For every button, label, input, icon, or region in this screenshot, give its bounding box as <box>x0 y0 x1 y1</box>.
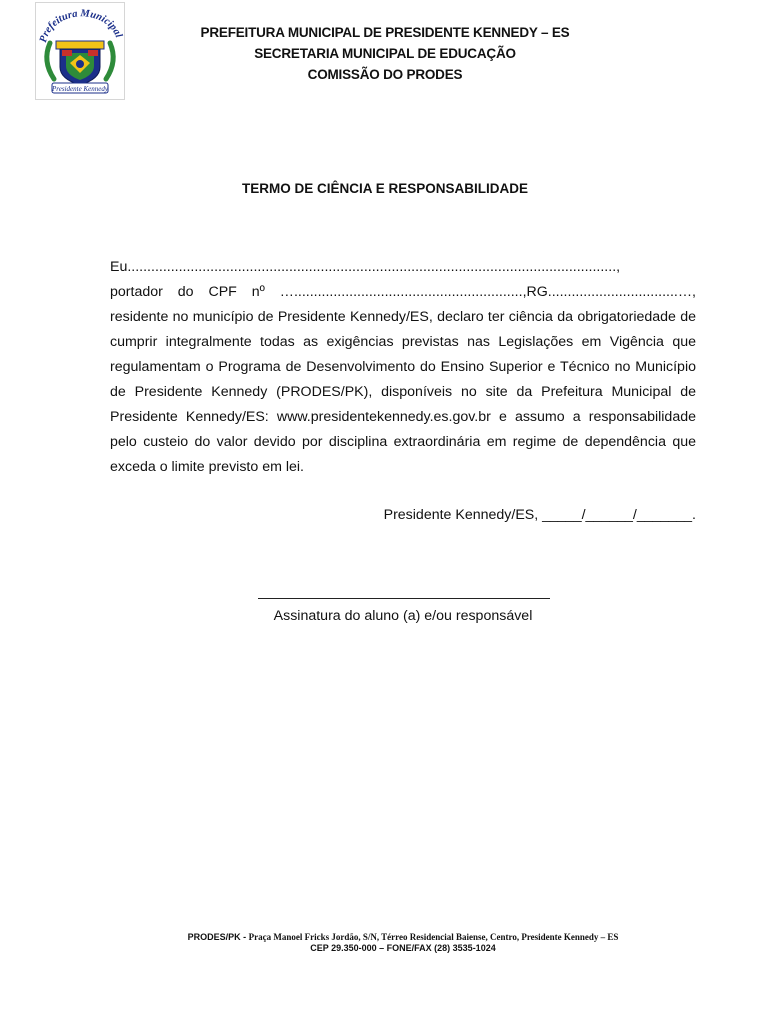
municipal-logo <box>35 2 125 100</box>
footer-contact-line: CEP 29.350-000 – FONE/FAX (28) 3535-1024 <box>310 943 496 953</box>
footer-prefix: PRODES/PK - <box>187 932 247 942</box>
logo-top-text: Prefeitura Municipal <box>38 8 124 44</box>
signature-line <box>258 598 550 599</box>
name-line: Eu............................................................................................................................, <box>110 259 621 275</box>
document-title: TERMO DE CIÊNCIA E RESPONSABILIDADE <box>241 181 529 196</box>
cpf-rg-line: portador do CPF nº …..........................................................,RG.................................…, <box>110 284 696 300</box>
declaration-paragraph: residente no município de Presidente Kennedy/ES, declaro ter ciência da obrigatoriedade de cumprir integralmente todas as exigências previstas nas Legislações em Vigência que regulamentam o Programa de Desenvolvimento do Ensino Superior e Técnico no Município de Presidente Kennedy (PRODES/PK), disponíveis no site da Prefeitura Municipal de Presidente Kennedy/ES: www.presidentekennedy.es.gov.br e assumo a responsabilidade pelo custeio do valor devido por disciplina extraordinária em regime de dependência que exceda o limite previsto em lei. <box>110 309 696 475</box>
document-footer <box>0 932 770 954</box>
document-body <box>110 255 696 480</box>
coat-of-arms-icon <box>36 3 124 99</box>
footer-address: Praça Manoel Fricks Jordão, S/N, Térreo Residencial Baiense, Centro, Presidente Kennedy – ES <box>248 932 619 942</box>
signature-label: Assinatura do aluno (a) e/ou responsável <box>273 608 533 624</box>
header-line-secretaria: SECRETARIA MUNICIPAL DE EDUCAÇÃO <box>254 46 516 61</box>
document-header <box>150 22 620 85</box>
logo-bottom-text: Presidente Kennedy <box>52 85 108 93</box>
place-date-line: Presidente Kennedy/ES, _____/______/_______. <box>383 507 696 523</box>
header-line-prefeitura: PREFEITURA MUNICIPAL DE PRESIDENTE KENNEDY – ES <box>200 25 570 40</box>
footer-address-line <box>0 932 770 943</box>
header-line-comissao: COMISSÃO DO PRODES <box>307 67 463 82</box>
